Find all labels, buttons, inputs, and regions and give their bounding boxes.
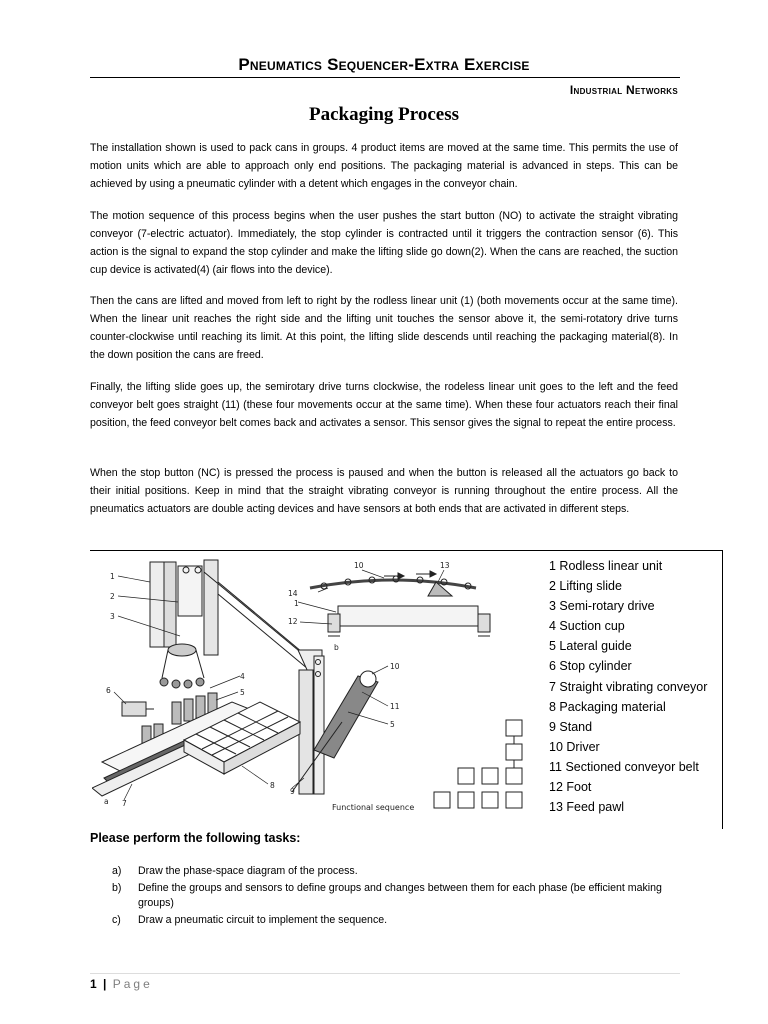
callout-4: 4 — [240, 672, 245, 681]
page-footer — [90, 977, 153, 991]
paragraph-4: Finally, the lifting slide goes up, the semirotary drive turns clockwise, the rodeless linear unit goes to the left and the feed conveyor belt goes straight (11) (these four movements occur at the same time). When these four actuators reach their final position, the feed conveyor belt comes back and activates a sensor. This sensor gives the signal to repeat the entire process. — [90, 381, 678, 429]
legend-item: 11 Sectioned conveyor belt — [549, 759, 699, 774]
legend-item: 8 Packaging material — [549, 699, 666, 714]
callout-1b: 1 — [294, 599, 299, 608]
task-label: c) — [112, 914, 121, 926]
legend-item: 1 Rodless linear unit — [549, 559, 663, 573]
legend-item: 9 Stand — [549, 719, 593, 734]
legend-item: 13 Feed pawl — [549, 800, 625, 815]
callout-5b: 5 — [390, 720, 395, 729]
paragraph-5: When the stop button (NC) is pressed the process is paused and when the button is released all the actuators go back to their initial positions. Keep in mind that the straight vibrating conveyor is running throughout the entire process. All the pneumatics actuators are double acting devices and have sensors at both ends that are activated in different steps. — [90, 467, 678, 515]
task-text: Draw the phase-space diagram of the process. — [138, 865, 358, 877]
callout-1: 1 — [110, 572, 115, 581]
task-text: Define the groups and sensors to define groups and changes between them for each phase (be efficient making groups) — [138, 882, 662, 909]
callout-2: 2 — [110, 592, 115, 601]
callout-6: 6 — [106, 686, 111, 695]
callout-a: a — [104, 797, 109, 806]
legend-item: 5 Lateral guide — [549, 639, 632, 654]
callout-b: b — [334, 643, 339, 652]
footer-divider — [90, 973, 680, 974]
document-title: Packaging Process — [308, 104, 460, 125]
task-item — [112, 864, 682, 879]
task-list — [112, 864, 682, 930]
stop-cylinder-drawing — [122, 702, 154, 716]
page-number: 1 — [90, 977, 97, 991]
functional-sequence-drawing — [434, 720, 522, 808]
suction-head-drawing — [160, 644, 204, 688]
task-item — [112, 881, 682, 911]
legend-item: 3 Semi-rotary drive — [549, 599, 655, 614]
legend-item: 12 Foot — [549, 780, 592, 795]
packaging-machine-illustration — [92, 552, 532, 816]
header-divider — [90, 77, 680, 78]
callout-8: 8 — [270, 781, 275, 790]
callout-7: 7 — [122, 799, 127, 808]
legend-item: 2 Lifting slide — [549, 579, 622, 594]
legend-item: 6 Stop cylinder — [549, 659, 632, 674]
callout-12: 12 — [288, 617, 298, 626]
task-text: Draw a pneumatic circuit to implement the sequence. — [138, 914, 388, 926]
figure-legend — [549, 556, 707, 817]
callout-13: 13 — [440, 561, 450, 570]
legend-item: 4 Suction cup — [549, 619, 625, 634]
callout-5: 5 — [240, 688, 245, 697]
callout-14: 14 — [288, 589, 298, 598]
course-name: Industrial Networks — [569, 83, 678, 97]
footer-separator: | — [103, 977, 107, 991]
callout-3: 3 — [110, 612, 115, 621]
tasks-heading: Please perform the following tasks: — [90, 831, 301, 845]
detail-b-drawing — [310, 571, 490, 636]
callout-9: 9 — [290, 787, 295, 796]
callout-10b: 10 — [354, 561, 364, 570]
task-label: b) — [112, 882, 122, 894]
page-header-title: Pneumatics Sequencer-Extra Exercise — [238, 55, 530, 74]
page-word: Page — [112, 977, 153, 991]
callout-11: 11 — [390, 702, 400, 711]
task-item — [112, 913, 682, 928]
legend-item: 7 Straight vibrating conveyor — [549, 679, 708, 694]
paragraph-1: The installation shown is used to pack cans in groups. 4 product items are moved at the same time. This permits the use of motion units which are able to approach only end positions. The packaging material is advanced in steps. This can be achieved by using a pneumatic cylinder with a detent which engages in the conveyor chain. — [90, 142, 678, 190]
task-label: a) — [112, 865, 122, 877]
paragraph-3: Then the cans are lifted and moved from left to right by the rodless linear unit (1) (both movements occur at the same time). When the linear unit reaches the right side and the lifting unit touches the sensor above it, the semi-rotatory drive turns counter-clockwise until reaching its limit. At this point, the lifting slide descends until reaching the packaging material(8). In the down position the cans are freed. — [90, 295, 678, 361]
legend-item: 10 Driver — [549, 739, 600, 754]
callout-10: 10 — [390, 662, 400, 671]
paragraph-2: The motion sequence of this process begins when the user pushes the start button (NO) to activate the straight vibrating conveyor (7-electric actuator). Immediately, the stop cylinder is contracted until it triggers the contraction sensor (6). This action is the signal to expand the stop cylinder and make the lifting slide go down(2). When the cans are reached, the suction cup device is activated(4) (air flows into the device). — [90, 210, 678, 276]
functional-sequence-caption: Functional sequence — [332, 803, 415, 812]
